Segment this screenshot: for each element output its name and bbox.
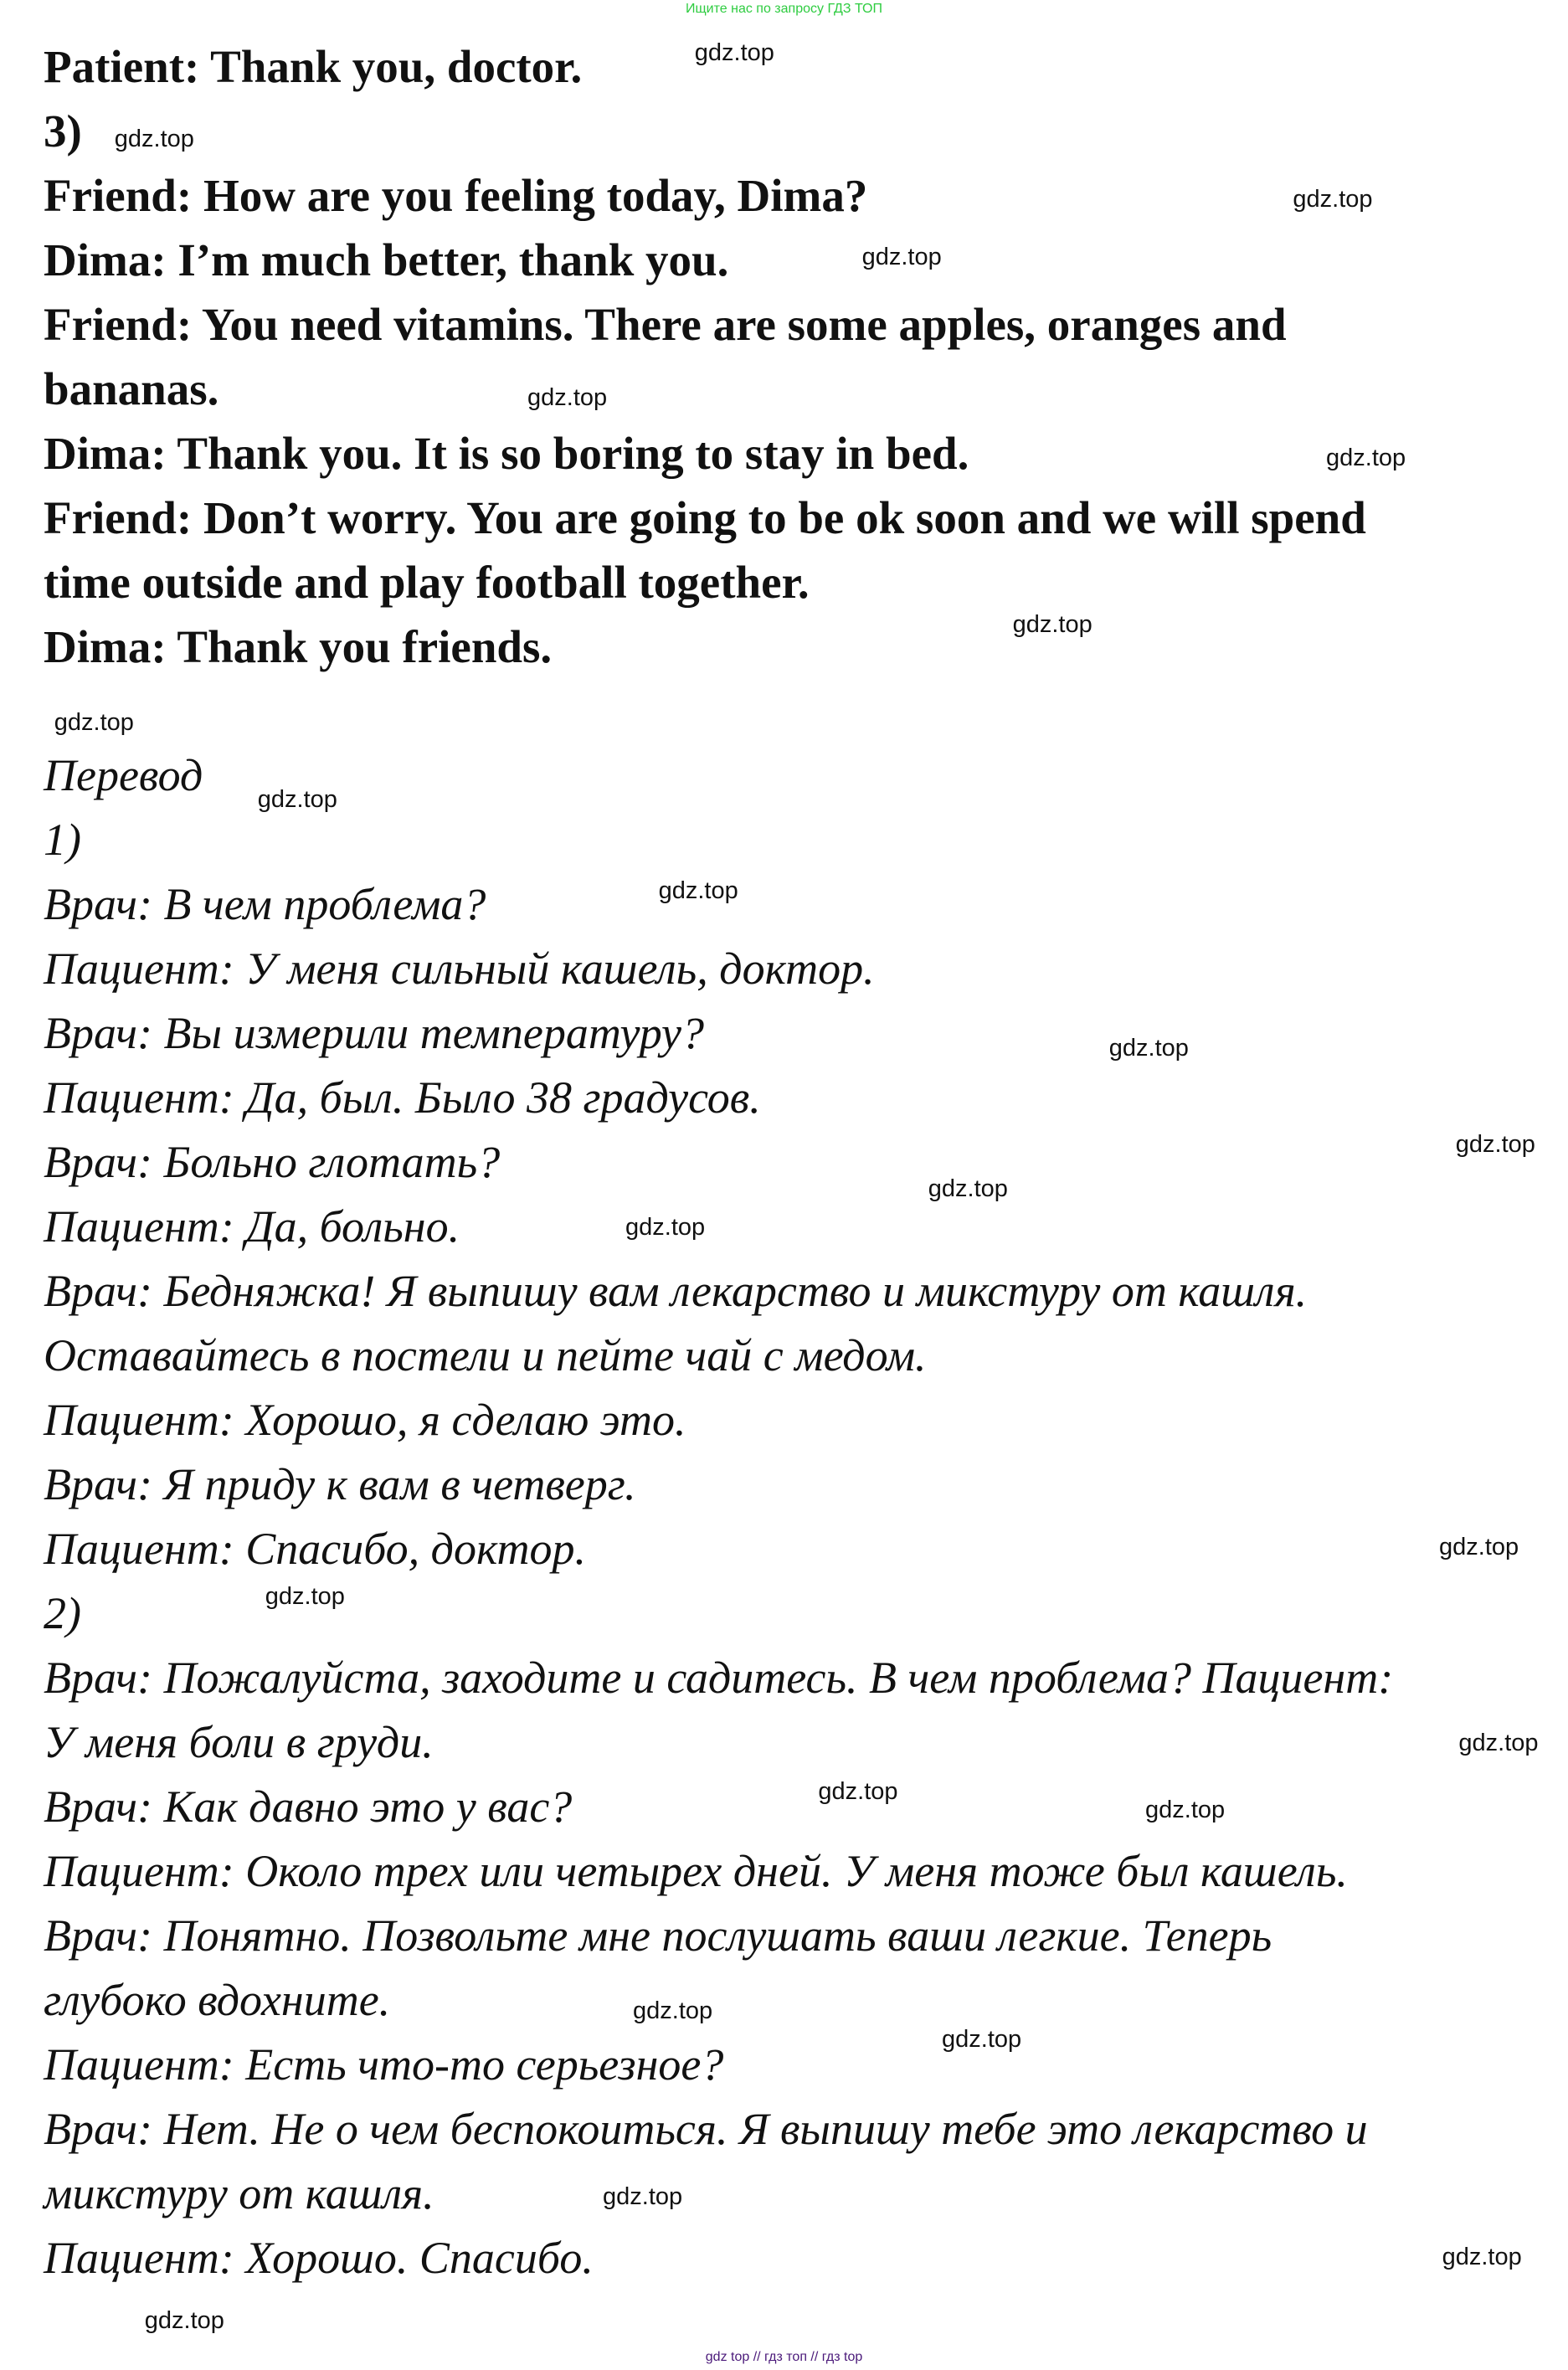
watermark: gdz.top [1455,1131,1535,1159]
translation-line: Пациент: Хорошо, я сделаю это. [44,1395,686,1445]
watermark: gdz.top [633,1997,713,2024]
translation-line: Пациент: Около трех или четырех дней. У меня тоже был кашель. [44,1846,1348,1896]
english-dialogue-line: Friend: How are you feeling today, Dima? [44,170,868,221]
watermark: gdz.top [1145,1796,1226,1823]
watermark: gdz.top [1012,610,1092,638]
footer-links: gdz top // гдз топ // гдз top [705,2350,863,2364]
translation-line: Пациент: Да, больно. [44,1201,460,1252]
translation-line: 1) [44,815,81,865]
english-dialogue-line: Dima: Thank you. It is so boring to stay in bed. [44,428,969,479]
translation-line: Пациент: Хорошо. Спасибо. [44,2233,594,2283]
translation-line: Врач: Понятно. Позвольте мне послушать ваши легкие. Теперь [44,1910,1272,1961]
watermark: gdz.top [1439,1533,1519,1560]
translation-line: Врач: В чем проблема? [44,879,486,929]
watermark: gdz.top [928,1175,1008,1202]
watermark: gdz.top [861,244,942,271]
watermark: gdz.top [818,1778,898,1806]
watermark: gdz.top [625,1214,706,1242]
watermark: gdz.top [603,2183,683,2211]
translation-line: Врач: Как давно это у вас? [44,1781,573,1832]
translation-line: У меня боли в груди. [44,1717,434,1767]
translation-line: Врач: Бедняжка! Я выпишу вам лекарство и микстуру от кашля. [44,1266,1308,1316]
search-hint: Ищите нас по запросу ГДЗ ТОП [686,2,882,16]
watermark: gdz.top [265,1583,345,1611]
english-dialogue-line: Friend: You need vitamins. There are some apples, oranges and [44,299,1287,350]
translation-line: Пациент: Спасибо, доктор. [44,1524,587,1574]
english-dialogue-line: 3) [44,105,82,157]
translation-line: глубоко вдохните. [44,1975,391,2025]
watermark: gdz.top [1442,2244,1522,2271]
translation-line: микстуру от кашля. [44,2168,434,2218]
watermark: gdz.top [54,709,134,737]
translation-line: Врач: Я приду к вам в четверг. [44,1459,636,1509]
watermark: gdz.top [942,2026,1022,2054]
english-dialogue-line: bananas. [44,363,219,414]
english-dialogue-line: Patient: Thank you, doctor. [44,41,583,92]
translation-line: Пациент: У меня сильный кашель, доктор. [44,943,875,994]
english-dialogue-line: Dima: Thank you friends. [44,621,553,672]
watermark: gdz.top [1326,445,1406,472]
watermark: gdz.top [1458,1730,1539,1757]
translation-line: 2) [44,1588,81,1638]
english-dialogue-line: Dima: I’m much better, thank you. [44,234,729,285]
watermark: gdz.top [144,2307,224,2335]
spacer [44,679,1393,743]
watermark: gdz.top [527,383,608,411]
watermark: gdz.top [257,786,337,814]
english-dialogue-line: time outside and play football together. [44,557,810,608]
document-body [44,34,1393,2290]
watermark: gdz.top [694,39,774,67]
translation-line: Пациент: Да, был. Было 38 градусов. [44,1072,761,1123]
watermark: gdz.top [658,877,738,904]
translation-line: Пациент: Есть что-то серьезное? [44,2039,724,2090]
translation-line: Врач: Нет. Не о чем беспокоиться. Я выпишу тебе это лекарство и [44,2104,1368,2154]
translation-line: Врач: Вы измерили температуру? [44,1008,704,1058]
translation-heading: Перевод [44,750,203,800]
watermark: gdz.top [1108,1034,1189,1062]
english-dialogue-line: Friend: Don’t worry. You are going to be ok soon and we will spend [44,492,1366,543]
translation-line: Врач: Больно глотать? [44,1137,501,1187]
translation-line: Врач: Пожалуйста, заходите и садитесь. В чем проблема? Пациент: [44,1653,1394,1703]
translation-line: Оставайтесь в постели и пейте чай с медом. [44,1330,927,1380]
watermark: gdz.top [1293,186,1373,213]
watermark: gdz.top [114,126,194,153]
